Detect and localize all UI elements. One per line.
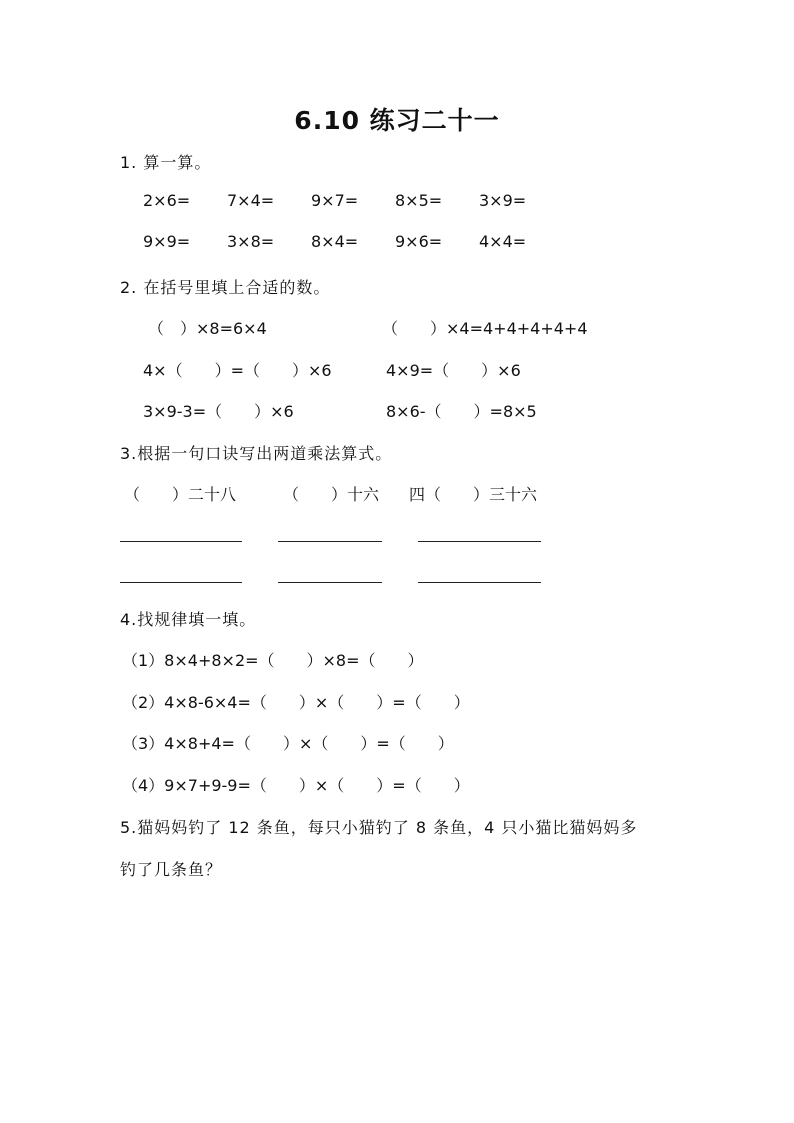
q1-expr: 8×5=	[395, 191, 443, 210]
answer-line	[278, 541, 382, 542]
q2-item: （ ）×4=4+4+4+4+4	[382, 319, 588, 338]
q1-expr: 2×6=	[143, 191, 191, 210]
answer-line	[120, 582, 242, 583]
page-title: 6.10 练习二十一	[294, 106, 500, 135]
q5-line: 5.猫妈妈钓了 12 条鱼，每只小猫钓了 8 条鱼，4 只小猫比猫妈妈多	[120, 818, 638, 837]
q2-item: （ ）×8=6×4	[148, 319, 267, 338]
q3-heading: 3.根据一句口诀写出两道乘法算式。	[120, 444, 393, 463]
answer-line	[418, 541, 541, 542]
q1-expr: 9×9=	[143, 232, 191, 251]
q4-item: （1）8×4+8×2=（ ）×8=（ ）	[122, 651, 424, 670]
q3-item: 四（ ）三十六	[409, 485, 538, 504]
answer-line	[418, 582, 541, 583]
q2-heading: 2. 在括号里填上合适的数。	[120, 278, 331, 297]
q4-heading: 4.找规律填一填。	[120, 610, 257, 629]
q1-expr: 7×4=	[227, 191, 275, 210]
q1-expr: 9×6=	[395, 232, 443, 251]
q2-item: 4×9=（ ）×6	[386, 361, 521, 380]
q1-expr: 9×7=	[311, 191, 359, 210]
q4-item: （4）9×7+9-9=（ ）×（ ）=（ ）	[122, 776, 470, 795]
q2-item: 3×9-3=（ ）×6	[143, 402, 294, 421]
q4-item: （3）4×8+4=（ ）×（ ）=（ ）	[122, 734, 454, 753]
q2-item: 4×（ ）=（ ）×6	[143, 361, 332, 380]
q1-heading: 1. 算一算。	[120, 153, 212, 172]
q1-expr: 3×9=	[479, 191, 527, 210]
q4-item: （2）4×8-6×4=（ ）×（ ）=（ ）	[122, 693, 470, 712]
answer-line	[278, 582, 382, 583]
q1-expr: 4×4=	[479, 232, 527, 251]
q5-line: 钓了几条鱼？	[120, 860, 223, 879]
q3-item: （ ）二十八	[124, 485, 237, 504]
q3-item: （ ）十六	[283, 485, 380, 504]
answer-line	[120, 541, 242, 542]
q2-item: 8×6-（ ）=8×5	[386, 402, 537, 421]
q1-expr: 3×8=	[227, 232, 275, 251]
q1-expr: 8×4=	[311, 232, 359, 251]
